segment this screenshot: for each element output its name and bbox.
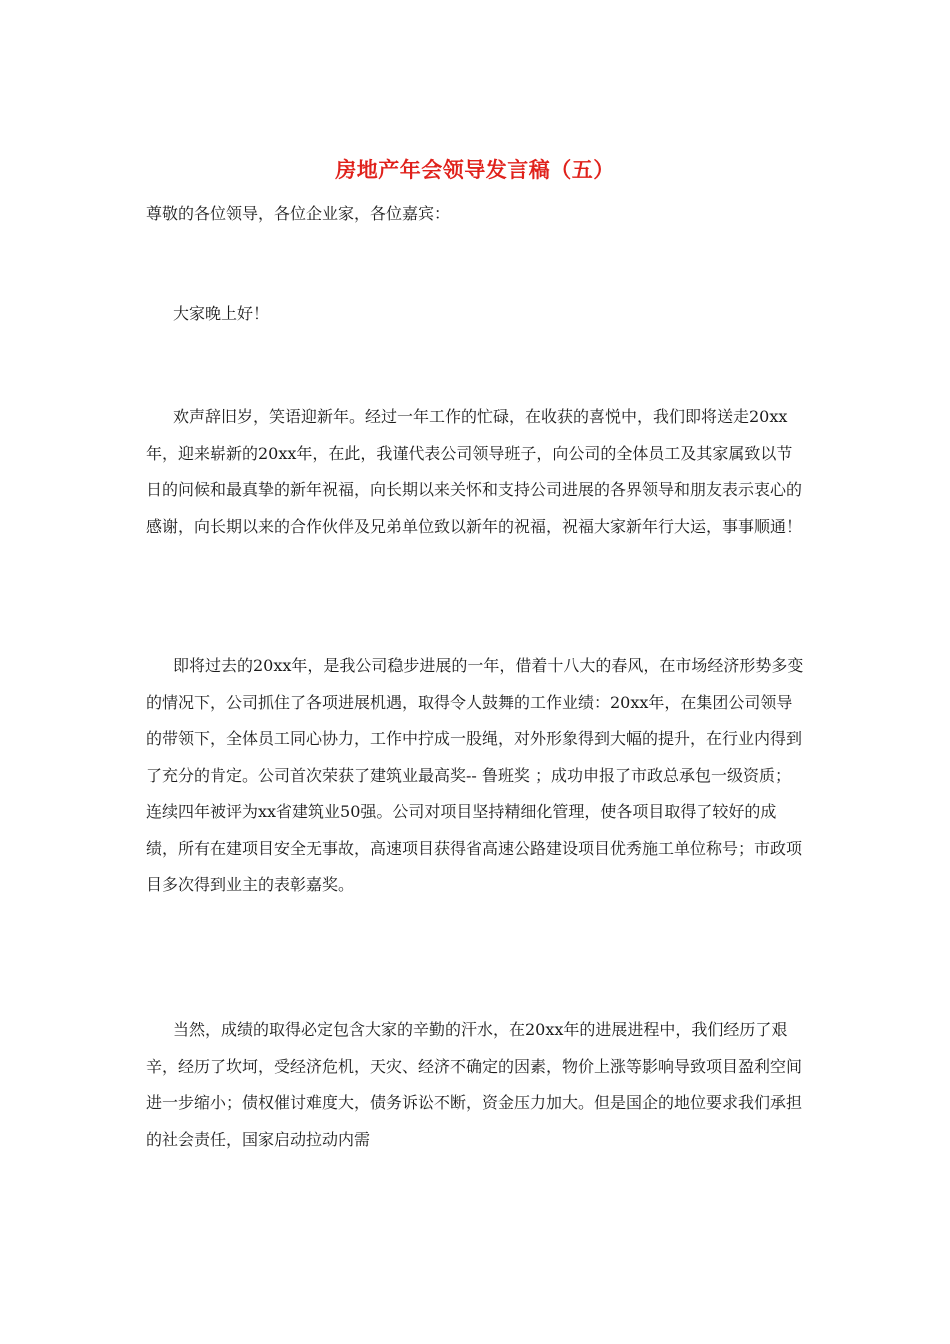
document-title: 房地产年会领导发言稿（五）: [335, 157, 615, 182]
salutation: 尊敬的各位领导，各位企业家，各位嘉宾：: [146, 204, 451, 223]
paragraph-achievements: 即将过去的20xx年，是我公司稳步进展的一年，借着十八大的春风，在市场经济形势多变的情况下，公司抓住了各项进展机遇，取得令人鼓舞的工作业绩：20xx年，在集团公司领导的带领下，全体员工同心协力，工作中拧成一股绳，对外形象得到大幅的提升，在行业内得到了充分的肯定。公司首次荣获了建筑业最高奖-- 鲁班奖 ；成功申报了市政总承包一级资质；连续四年被评为xx省建筑业50强。公司对项目坚持精细化管理，使各项目取得了较好的成绩，所有在建项目安全无事故，高速项目获得省高速公路建设项目优秀施工单位称号；市政项目多次得到业主的表彰嘉奖。: [146, 656, 804, 894]
paragraph-new-year-wishes: 欢声辞旧岁，笑语迎新年。经过一年工作的忙碌，在收获的喜悦中，我们即将送走20xx年，迎来崭新的20xx年，在此，我谨代表公司领导班子，向公司的全体员工及其家属致以节日的问候和最真挚的新年祝福，向长期以来关怀和支持公司进展的各界领导和朋友表示衷心的感谢，向长期以来的合作伙伴及兄弟单位致以新年的祝福，祝福大家新年行大运，事事顺通！: [146, 407, 803, 536]
paragraph-challenges: 当然，成绩的取得必定包含大家的辛勤的汗水，在20xx年的进展进程中，我们经历了艰辛，经历了坎坷，受经济危机，天灾、经济不确定的因素，物价上涨等影响导致项目盈利空间进一步缩小；债权催讨难度大，债务诉讼不断，资金压力加大。但是国企的地位要求我们承担的社会责任，国家启动拉动内需: [146, 1020, 803, 1149]
paragraph-greeting: 大家晚上好！: [173, 304, 270, 323]
